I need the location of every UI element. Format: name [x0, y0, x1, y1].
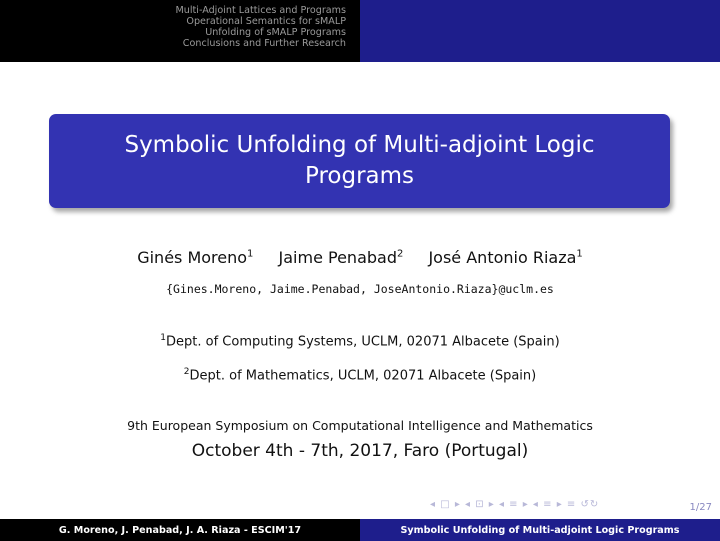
- section-link[interactable]: Unfolding of sMALP Programs: [205, 27, 346, 38]
- beamer-nav-controls[interactable]: ◂ □ ▸ ◂ ⊡ ▸ ◂ ≡ ▸ ◂ ≡ ▸ ≡ ↺↻: [430, 499, 600, 510]
- conference-name: 9th European Symposium on Computational Intelligence and Mathematics: [127, 418, 593, 433]
- page-number: 1/27: [689, 502, 712, 513]
- section-link[interactable]: Operational Semantics for sMALP: [186, 16, 346, 27]
- author: José Antonio Riaza$^1$: [428, 248, 583, 267]
- title-box: [49, 114, 670, 208]
- footer-authors: G. Moreno, J. Penabad, J. A. Riaza - ESCIM'17: [0, 519, 360, 541]
- header-bar: [0, 0, 720, 62]
- footer-bar: [0, 519, 720, 541]
- section-link[interactable]: Multi-Adjoint Lattices and Programs: [175, 5, 346, 16]
- author-list: [0, 248, 720, 267]
- header-blank-panel: [360, 0, 720, 62]
- affiliation: $^1$Dept. of Computing Systems, UCLM, 02071 Albacete (Spain): [160, 333, 560, 350]
- section-nav: [176, 5, 347, 49]
- affiliation: $^2$Dept. of Mathematics, UCLM, 02071 Albacete (Spain): [183, 367, 537, 384]
- section-link[interactable]: Conclusions and Further Research: [182, 38, 346, 49]
- footer-title: Symbolic Unfolding of Multi-adjoint Logic Programs: [360, 519, 720, 541]
- header-nav-panel: [0, 0, 360, 62]
- author: Jaime Penabad$^2$: [278, 248, 404, 267]
- presentation-title: Symbolic Unfolding of Multi-adjoint Logic Programs: [124, 132, 595, 189]
- author-emails: {Gines.Moreno, Jaime.Penabad, JoseAntonio.Riaza}@uclm.es: [166, 282, 554, 296]
- author: Ginés Moreno$^1$: [137, 248, 254, 267]
- conference-date: October 4th - 7th, 2017, Faro (Portugal): [191, 441, 529, 461]
